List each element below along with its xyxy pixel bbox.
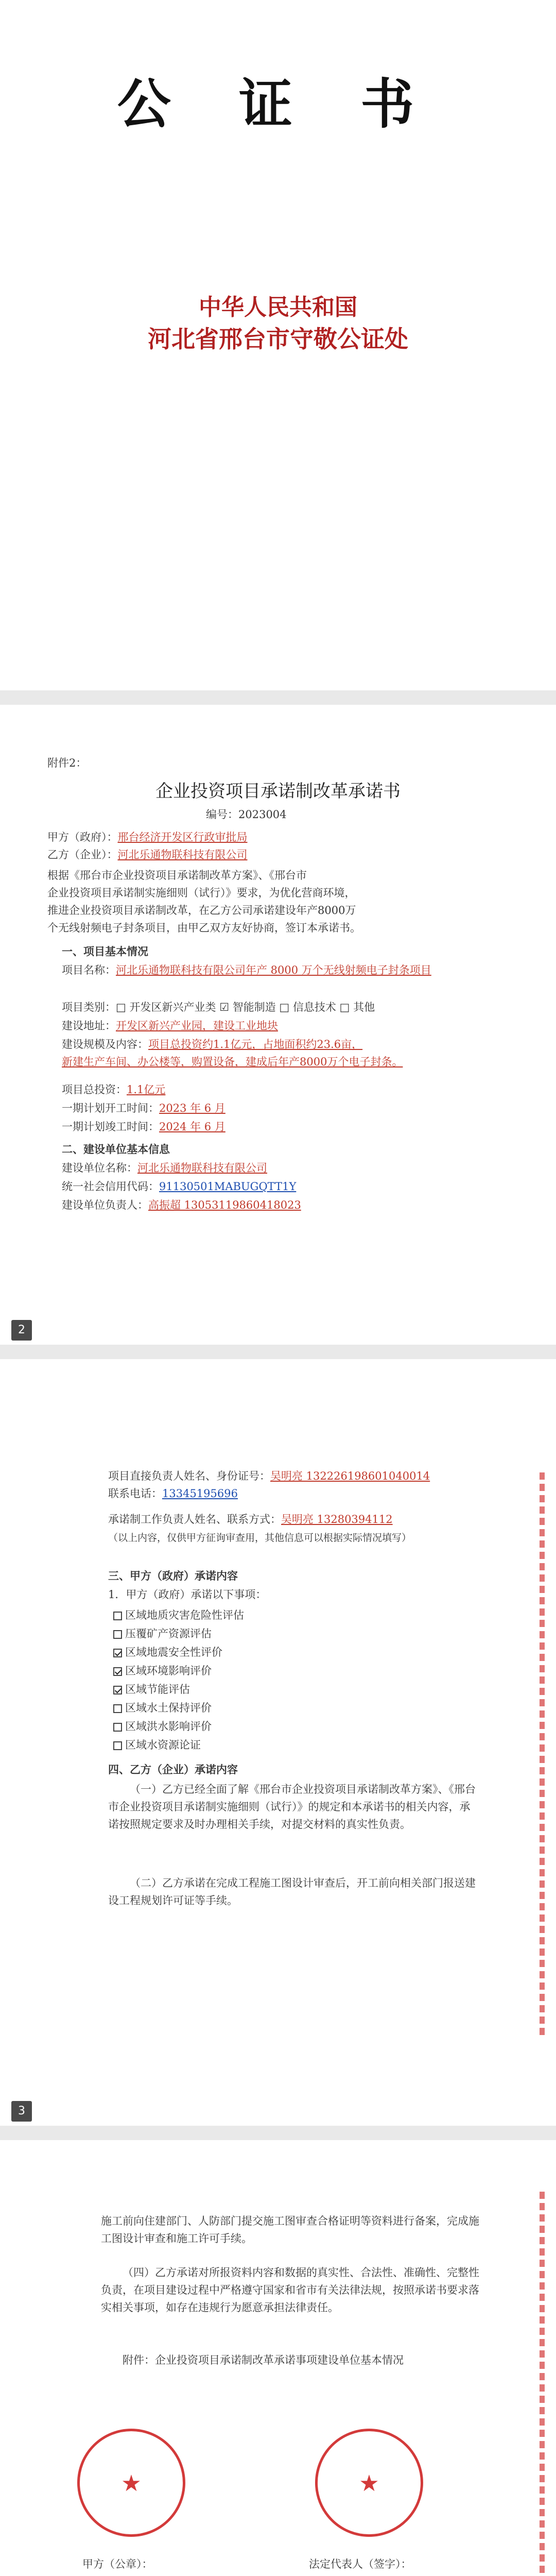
form-page <box>0 705 556 1345</box>
invest-label: 项目总投资： <box>62 1083 127 1096</box>
cover-org-line2: 河北省邢台市守敬公证处 <box>148 325 408 353</box>
legal-value: 高振超 13053119860418023 <box>148 1199 301 1211</box>
agent-value: 吴明亮 13280394112 <box>281 1513 393 1526</box>
check-row <box>113 1681 190 1698</box>
check-row <box>113 1606 244 1624</box>
location-value: 开发区新兴产业园，建设工业地块 <box>116 1020 278 1032</box>
category-row <box>62 998 375 1016</box>
check-label: 压覆矿产资源评估 <box>125 1628 212 1640</box>
checkbox-icon <box>113 1612 122 1620</box>
project-name-row <box>62 961 505 979</box>
seal-star-icon: ★ <box>121 2470 142 2497</box>
checkbox-checked-icon <box>113 1649 122 1657</box>
unit-name-value: 河北乐通物联科技有限公司 <box>137 1162 267 1174</box>
phone-row <box>108 1485 238 1502</box>
party-b-label: 乙方（企业）： <box>47 849 118 861</box>
page2-paragraph-1: （一）乙方已经全面了解《邢台市企业投资项目承诺制改革方案》、《邢台市企业投资项目承诺制实施细则（试行）》的规定和本承诺书的相关内容，承诺按照规定要求及时办理相关手续，对提交材料的真实性负责。 <box>108 1783 476 1831</box>
party-b-row <box>47 846 248 863</box>
credit-label: 统一社会信用代码： <box>62 1180 159 1193</box>
section-2-heading: 二、建设单位基本信息 <box>62 1143 170 1156</box>
agent-row <box>108 1511 393 1528</box>
scale-line-2: 新建生产车间、办公楼等，购置设备，建成后年产8000万个电子封条。 <box>62 1056 403 1068</box>
check-label: 区域节能评估 <box>125 1683 190 1696</box>
location-row <box>62 1017 278 1035</box>
check-label: 区域地震安全性评价 <box>125 1646 222 1658</box>
form-page-2 <box>0 1359 556 2126</box>
category-label: 项目类别： <box>62 1001 116 1013</box>
form-title: 企业投资项目承诺制改革承诺书 <box>155 781 401 802</box>
finish-label: 一期计划竣工时间： <box>62 1121 159 1133</box>
check-row <box>113 1736 201 1754</box>
checkbox-icon <box>113 1741 122 1750</box>
signature-page <box>0 2140 556 2576</box>
legal-row <box>62 1196 301 1214</box>
page3-paragraph-2: （四）乙方承诺对所报资料内容和数据的真实性、合法性、准确性、完整性负责，在项目建设过程中严格遵守国家和省市有关法律法规，按照承诺书要求落实相关事项，如存在违规行为愿意承担法律责任。 <box>101 2266 479 2314</box>
checkbox-icon <box>113 1704 122 1713</box>
seam-stamp-stripe <box>540 2192 545 2576</box>
invest-value: 1.1亿元 <box>127 1083 166 1096</box>
scale-line-1: 项目总投资约1.1亿元，占地面积约23.6亩， <box>148 1038 363 1050</box>
page-separator <box>0 1345 556 1359</box>
phone-label: 联系电话： <box>108 1487 162 1500</box>
contact-row <box>108 1467 430 1485</box>
scale-row <box>62 1036 362 1053</box>
sign-b-label: 法定代表人（签字）： <box>309 2558 412 2570</box>
check-label: 区域环境影响评价 <box>125 1665 212 1677</box>
section-4-heading: 四、乙方（企业）承诺内容 <box>108 1763 238 1776</box>
check-row <box>113 1643 222 1661</box>
start-value: 2023 年 6 月 <box>159 1102 225 1114</box>
intro-line-3: 推进企业投资项目承诺制改革，在乙方公司承诺建设年产8000万 <box>47 904 356 917</box>
seal-star-icon: ★ <box>359 2470 379 2497</box>
page2-paragraph-2: （二）乙方承诺在完成工程施工图设计审查后，开工前向相关部门报送建设工程规划许可证等手续。 <box>108 1877 476 1907</box>
agent-label: 承诺制工作负责人姓名、联系方式： <box>108 1513 281 1526</box>
finish-row <box>62 1118 225 1136</box>
checkbox-icon <box>113 1723 122 1732</box>
check-row <box>113 1718 212 1735</box>
contact-value: 吴明亮 132226198601040014 <box>270 1470 430 1482</box>
page-separator <box>0 2126 556 2140</box>
page-separator <box>0 690 556 705</box>
party-a-label: 甲方（政府）： <box>47 831 118 843</box>
checkbox-checked-icon <box>113 1667 122 1676</box>
checkbox-checked-icon <box>113 1686 122 1694</box>
party-b-value: 河北乐通物联科技有限公司 <box>117 849 248 861</box>
party-a-row <box>47 828 248 846</box>
category-value: □ 开发区新兴产业类 ☑ 智能制造 □ 信息技术 □ 其他 <box>116 1001 375 1013</box>
cover-org-line1: 中华人民共和国 <box>199 294 357 320</box>
legal-label: 建设单位负责人： <box>62 1199 148 1211</box>
check-label: 区域洪水影响评价 <box>125 1720 212 1733</box>
checkbox-icon <box>113 1630 122 1639</box>
sign-a-label: 甲方（公章）： <box>82 2558 153 2570</box>
project-name-value: 河北乐通物联科技有限公司年产 8000 万个无线射频电子封条项目 <box>116 964 431 976</box>
cover-page <box>0 0 556 690</box>
check-label: 区域水资源论证 <box>125 1739 201 1751</box>
cover-title: 公 证 书 <box>117 72 439 135</box>
government-seal <box>77 2429 185 2537</box>
check-label: 区域地质灾害危险性评估 <box>125 1609 244 1621</box>
finish-value: 2024 年 6 月 <box>159 1121 225 1133</box>
start-label: 一期计划开工时间： <box>62 1102 159 1114</box>
intro-line-4: 个无线射频电子封条项目，由甲乙双方友好协商，签订本承诺书。 <box>47 922 361 934</box>
seam-stamp-stripe <box>540 1472 545 2039</box>
project-name-label: 项目名称： <box>62 964 116 976</box>
page3-paragraph-1: 施工前向住建部门、人防部门提交施工图审查合格证明等资料进行备案，完成施工图设计审查和施工许可手续。 <box>101 2215 479 2245</box>
invest-row <box>62 1081 165 1098</box>
intro-line-1: 根据《邢台市企业投资项目承诺制改革方案》、《邢台市 <box>47 869 307 882</box>
company-seal <box>315 2429 423 2537</box>
start-row <box>62 1099 225 1117</box>
item-1: 1．甲方（政府）承诺以下事项： <box>108 1588 267 1601</box>
form-number: 编号：2023004 <box>206 808 287 821</box>
page-number-badge: 2 <box>11 1320 32 1341</box>
section-3-heading: 三、甲方（政府）承诺内容 <box>108 1569 238 1582</box>
scale-label: 建设规模及内容： <box>62 1038 148 1050</box>
check-row <box>113 1625 212 1642</box>
location-label: 建设地址： <box>62 1020 116 1032</box>
unit-name-label: 建设单位名称： <box>62 1162 137 1174</box>
check-label: 区域水土保持评价 <box>125 1702 212 1714</box>
attachment-label: 附件2： <box>47 757 87 769</box>
check-row <box>113 1662 212 1680</box>
page3-paragraph-3: 附件：企业投资项目承诺制改革承诺事项建设单位基本情况 <box>123 2354 404 2366</box>
contact-label: 项目直接负责人姓名、身份证号： <box>108 1470 270 1482</box>
note-text: （以上内容，仅供甲方征询审查用，其他信息可以根据实际情况填写） <box>108 1532 412 1544</box>
section-1-heading: 一、项目基本情况 <box>62 945 148 958</box>
credit-value: 91130501MABUGQTT1Y <box>159 1180 297 1193</box>
page-number-badge: 3 <box>11 2101 32 2122</box>
credit-row <box>62 1178 296 1195</box>
intro-line-2: 企业投资项目承诺制实施细则（试行）》要求，为优化营商环境， <box>47 887 356 899</box>
phone-value: 13345195696 <box>162 1487 238 1500</box>
unit-name-row <box>62 1159 267 1177</box>
check-row <box>113 1699 212 1717</box>
party-a-value: 邢台经济开发区行政审批局 <box>117 831 248 843</box>
